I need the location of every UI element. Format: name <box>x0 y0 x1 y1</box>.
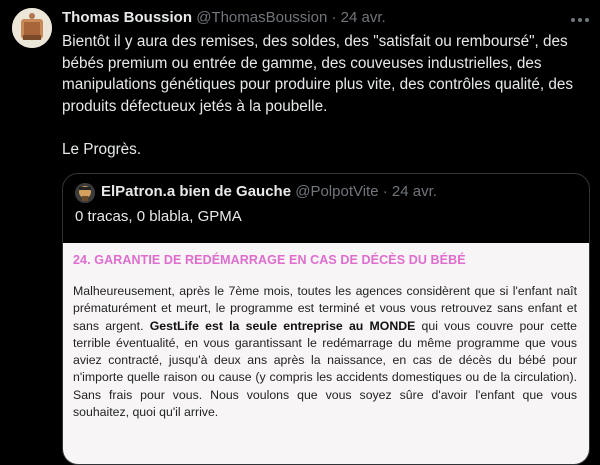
tweet-date[interactable]: 24 avr. <box>340 9 386 26</box>
more-horizontal-icon <box>570 17 590 23</box>
quoted-tweet[interactable] <box>62 173 590 465</box>
more-options-button[interactable] <box>568 10 592 28</box>
quoted-author-handle[interactable]: @PolpotVite <box>295 183 379 200</box>
document-body-bold: GestLife est la seule entreprise au MONDE <box>149 318 416 333</box>
document-body <box>73 283 577 421</box>
document-title: 24. GARANTIE DE REDÉMARRAGE EN CAS DE DÉCÈS DU BÉBÉ <box>73 253 466 267</box>
quoted-document-image[interactable] <box>63 243 589 464</box>
quoted-tweet-header <box>101 183 437 200</box>
document-body-part2: qui vous couvre pour cette terrible éventualité, en vous garantissant le redémarrage du même programme que vous aviez contracté, jusqu'à deux ans après la naissance, en cas de décès du bébé pour n'importe quelle raison ou cause (y compris les accidents domestiques ou de la circulation). Sans frais pour vous. Nous voulons que vous soyez sûre d'avoir l'enfant que vous souhaitez, quoi qu'il arrive. <box>73 318 577 420</box>
header-separator: · <box>331 9 337 26</box>
author-handle[interactable]: @ThomasBoussion <box>196 9 328 26</box>
author-avatar[interactable] <box>12 8 52 48</box>
quoted-tweet-text: 0 tracas, 0 blabla, GPMA <box>75 208 242 225</box>
quoted-tweet-date[interactable]: 24 avr. <box>391 183 437 200</box>
avatar-image <box>12 8 52 48</box>
quoted-avatar-image <box>75 183 95 203</box>
quoted-author-name[interactable]: ElPatron.a bien de Gauche <box>101 183 292 200</box>
tweet-header <box>62 9 590 29</box>
author-name[interactable]: Thomas Boussion <box>62 9 193 26</box>
quoted-header-separator: · <box>382 183 388 200</box>
tweet-text: Bientôt il y aura des remises, des soldes, des "satisfait ou remboursé", des bébés premium ou entrée de gamme, des couveuses industrielles, des manipulations génétiques pour produire plus vite, des contrôles qualité, des produits défectueux jetés à la poubelle. Le Progrès. <box>62 33 574 158</box>
document-body-part1: Malheureusement, après le 7ème mois, toutes les agences considèrent que si l'enfant naît prématurément et meurt, le programme est terminé et vous vous retrouvez sans enfant et sans argent. <box>73 284 577 333</box>
quoted-author-avatar[interactable] <box>75 183 95 203</box>
